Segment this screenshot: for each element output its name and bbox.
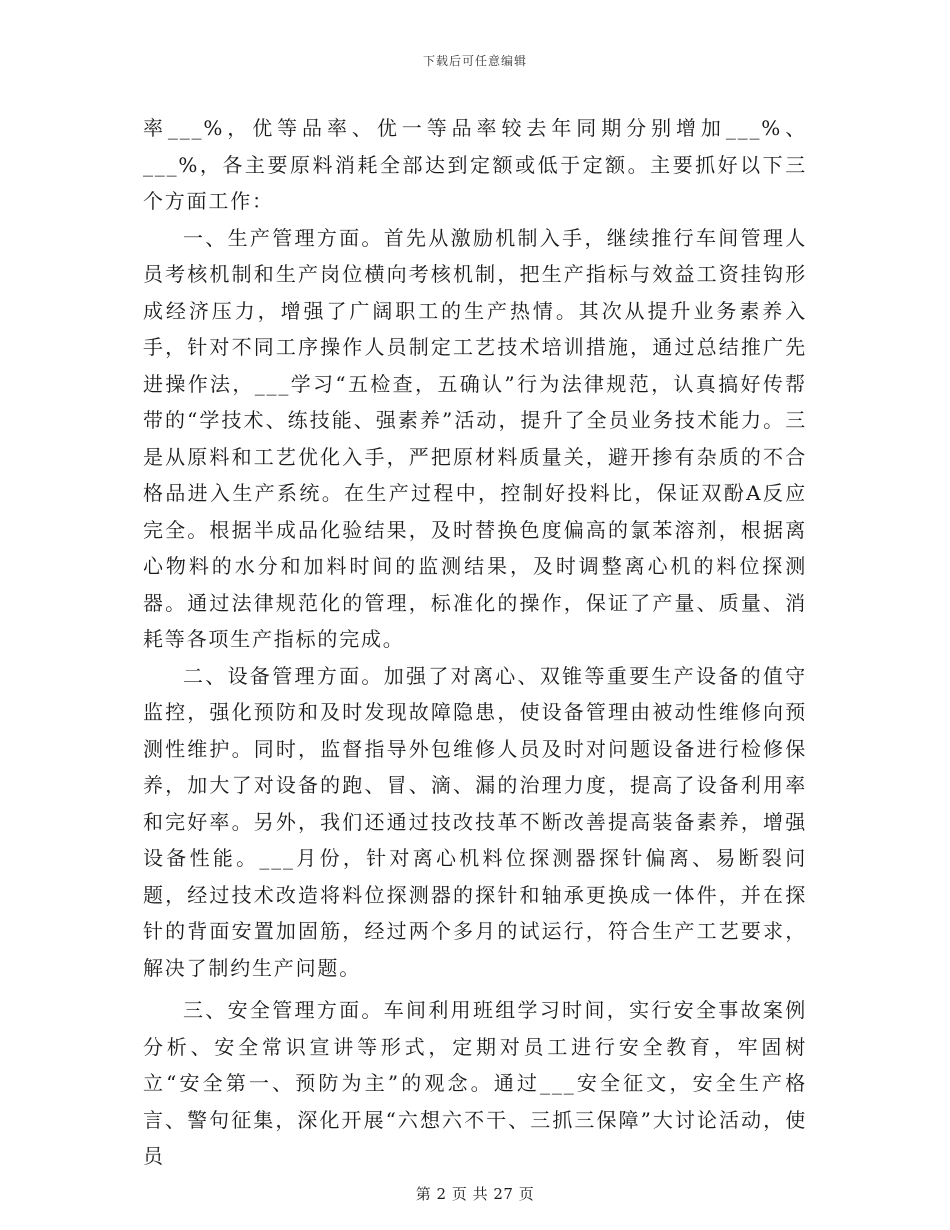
document-body [143,110,807,1175]
paragraph-safety-management: 三、安全管理方面。车间利用班组学习时间，实行安全事故案例分析、安全常识宣讲等形式，定期对员工进行安全教育，牢固树立“安全第一、预防为主”的观念。通过___安全征文，安全生产格言、警句征集，深化开展“六想六不干、三抓三保障”大讨论活动，使员 [143,998,807,1168]
paragraph-production-management: 一、生产管理方面。首先从激励机制入手，继续推行车间管理人员考核机制和生产岗位横向考核机制，把生产指标与效益工资挂钩形成经济压力，增强了广阔职工的生产热情。其次从提升业务素养入手，针对不同工序操作人员制定工艺技术培训措施，通过总结推广先进操作法，___学习“五检查，五确认”行为法律规范，认真搞好传帮带的“学技术、练技能、强素养”活动，提升了全员业务技术能力。三是从原料和工艺优化入手，严把原材料质量关，避开掺有杂质的不合格品进入生产系统。在生产过程中，控制好投料比，保证双酚A反应完全。根据半成品化验结果，及时替换色度偏高的氯苯溶剂，根据离心物料的水分和加料时间的监测结果，及时调整离心机的料位探测器。通过法律规范化的管理，标准化的操作，保证了产量、质量、消耗等各项生产指标的完成。 [143,225,807,651]
paragraph-equipment-management: 二、设备管理方面。加强了对离心、双锥等重要生产设备的值守监控，强化预防和及时发现故障隐患，使设备管理由被动性维修向预测性维护。同时，监督指导外包维修人员及时对问题设备进行检修保养，加大了对设备的跑、冒、滴、漏的治理力度，提高了设备利用率和完好率。另外，我们还通过技改技革不断改善提高装备素养，增强设备性能。___月份，针对离心机料位探测器探针偏离、易断裂问题，经过技术改造将料位探测器的探针和轴承更换成一体件，并在探针的背面安置加固筋，经过两个多月的试运行，符合生产工艺要求，解决了制约生产问题。 [143,663,807,980]
paragraph-continued: 率___%，优等品率、优一等品率较去年同期分别增加___%、___%，各主要原料消耗全部达到定额或低于定额。主要抓好以下三个方面工作： [143,116,807,213]
page-number: 第 2 页 共 27 页 [415,1185,535,1203]
page-header: 下载后可任意编辑 [422,54,527,68]
